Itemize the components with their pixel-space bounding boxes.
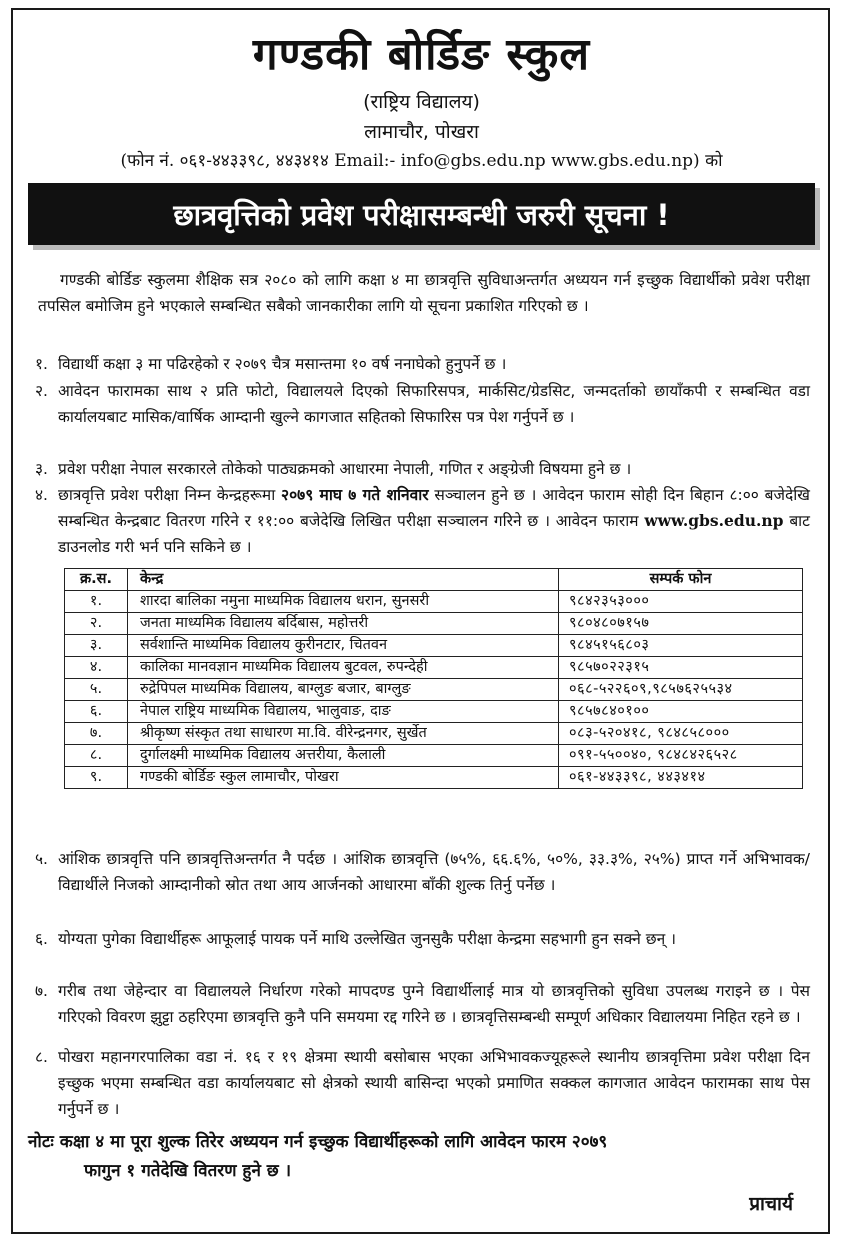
row-phone: ९८४५१५६८०३ bbox=[559, 635, 803, 657]
row-sn: ४. bbox=[65, 657, 128, 679]
point-number: २. bbox=[35, 382, 48, 400]
row-phone: ०९१-५५००४०, ९८४८४२६५२८ bbox=[559, 745, 803, 767]
point-text-part: सञ्चालन हुने छ । आवेदन फाराम सोही दिन बिहान ८:०० बजेदेखि सम्बन्धित केन्द्रबाट वितरण गरिने र ११:०० बजेदेखि लिखित परीक्षा सञ्चालन गरिने छ । आवेदन फाराम bbox=[58, 486, 810, 530]
row-phone: ९८४२३५३००० bbox=[559, 591, 803, 613]
row-phone: ९८५७०२२३१५ bbox=[559, 657, 803, 679]
point-text: आवेदन फारामका साथ २ प्रति फोटो, विद्यालयले दिएको सिफारिसपत्र, मार्कसिट/ग्रेडसिट, जन्मदर्ताको छायाँकपी र सम्बन्धित वडा कार्यालयबाट मासिक/वार्षिक आम्दानी खुल्ने कागजात सहितको सिफारिस पत्र पेश गर्नुपर्ने छ । bbox=[58, 382, 810, 426]
table-row bbox=[65, 701, 803, 723]
row-sn: ६. bbox=[65, 701, 128, 723]
table-row bbox=[65, 635, 803, 657]
table-row bbox=[65, 723, 803, 745]
point-text-part: बाट डाउनलोड गरी भर्न पनि सकिने छ । bbox=[58, 512, 810, 556]
point-text: विद्यार्थी कक्षा ३ मा पढिरहेको र २०७९ चैत्र मसान्तमा १० वर्ष ननाघेको हुनुपर्ने छ । bbox=[58, 355, 507, 373]
row-sn: ५. bbox=[65, 679, 128, 701]
row-sn: ७. bbox=[65, 723, 128, 745]
row-centre: सर्वशान्ति माध्यमिक विद्यालय कुरीनटार, चितवन bbox=[128, 635, 559, 657]
website-link[interactable]: www.gbs.edu.np bbox=[644, 511, 784, 530]
note-line: नोटः कक्षा ४ मा पूरा शुल्क तिरेर अध्ययन गर्न इच्छुक विद्यार्थीहरूको लागि आवेदन फारम २०७९ bbox=[28, 1132, 608, 1152]
row-sn: २. bbox=[65, 613, 128, 635]
point-text-part: छात्रवृत्ति प्रवेश परीक्षा निम्न केन्द्रहरूमा bbox=[58, 486, 276, 504]
point-text: आंशिक छात्रवृत्ति पनि छात्रवृत्तिअन्तर्गत नै पर्दछ । आंशिक छात्रवृत्ति (७५%, ६६.६%, ५०%, ३३.३%, २५%) प्राप्त गर्ने अभिभावक/विद्यार्थीले निजको आम्दानीको स्रोत तथा आय आर्जनको आधारमा बाँकी शुल्क तिर्नु पर्नेछ । bbox=[58, 850, 810, 894]
row-centre: शारदा बालिका नमुना माध्यमिक विद्यालय धरान, सुनसरी bbox=[128, 591, 559, 613]
row-phone: ९८५७८४०१०० bbox=[559, 701, 803, 723]
exam-centres-table bbox=[64, 568, 803, 789]
row-phone: ०६८-५२२६०९,९८५७६२५५३४ bbox=[559, 679, 803, 701]
row-centre: दुर्गालक्ष्मी माध्यमिक विद्यालय अत्तरीया, कैलाली bbox=[128, 745, 559, 767]
row-sn: ८. bbox=[65, 745, 128, 767]
row-centre: नेपाल राष्ट्रिय माध्यमिक विद्यालय, भालुवाङ, दाङ bbox=[128, 701, 559, 723]
school-address: लामाचौर, पोखरा bbox=[364, 121, 479, 143]
row-sn: ९. bbox=[65, 767, 128, 789]
intro-paragraph: गण्डकी बोर्डिङ स्कुलमा शैक्षिक सत्र २०८० को लागि कक्षा ४ मा छात्रवृत्ति सुविधाअन्तर्गत अध्ययन गर्न इच्छुक विद्यार्थीको प्रवेश परीक्षा तपसिल बमोजिम हुने भएकाले सम्बन्धित सबैको जानकारीका लागि यो सूचना प्रकाशित गरिएको छ । bbox=[38, 271, 810, 315]
point-text: योग्यता पुगेका विद्यार्थीहरू आफूलाई पायक पर्ने माथि उल्लेखित जुनसुकै परीक्षा केन्द्रमा सहभागी हुन सक्ने छन् । bbox=[58, 930, 677, 948]
row-centre: कालिका मानवज्ञान माध्यमिक विद्यालय बुटवल, रुपन्देही bbox=[128, 657, 559, 679]
column-header-sn: क्र.स. bbox=[65, 569, 128, 591]
point-number: १. bbox=[35, 355, 48, 373]
note-line: फागुन १ गतेदेखि वितरण हुने छ । bbox=[84, 1161, 292, 1181]
table-row bbox=[65, 613, 803, 635]
row-centre: रुद्रेपिपल माध्यमिक विद्यालय, बाग्लुङ बजार, बाग्लुङ bbox=[128, 679, 559, 701]
column-header-centre: केन्द्र bbox=[128, 569, 559, 591]
table-row bbox=[65, 657, 803, 679]
note bbox=[28, 1128, 818, 1186]
point-number: ३. bbox=[35, 460, 48, 478]
notice-banner: छात्रवृत्तिको प्रवेश परीक्षासम्बन्धी जरुरी सूचना ! bbox=[28, 183, 815, 245]
point-text bbox=[58, 482, 810, 560]
row-sn: १. bbox=[65, 591, 128, 613]
table-row bbox=[65, 679, 803, 701]
school-type: (राष्ट्रिय विद्यालय) bbox=[363, 91, 480, 113]
table-header-row bbox=[65, 569, 803, 591]
row-sn: ३. bbox=[65, 635, 128, 657]
column-header-phone: सम्पर्क फोन bbox=[559, 569, 803, 591]
row-centre: गण्डकी बोर्डिङ स्कुल लामाचौर, पोखरा bbox=[128, 767, 559, 789]
point-number: ६. bbox=[35, 930, 48, 948]
signature-principal: प्राचार्य bbox=[749, 1193, 793, 1215]
point-number: ४. bbox=[35, 486, 48, 504]
row-phone: ०८३-५२०४१८, ९८४८५८००० bbox=[559, 723, 803, 745]
point-number: ५. bbox=[35, 850, 48, 868]
table-row bbox=[65, 591, 803, 613]
table-row bbox=[65, 745, 803, 767]
point-text: गरीब तथा जेहेन्दार वा विद्यालयले निर्धारण गरेको मापदण्ड पुग्ने विद्यार्थीलाई मात्र यो छात्रवृत्तिको सुविधा उपलब्ध गराइने छ । पेस गरिएको विवरण झुट्टा ठहरिएमा छात्रवृत्ति कुनै पनि समयमा रद्द गरिने छ । छात्रवृत्तिसम्बन्धी सम्पूर्ण अधिकार विद्यालयमा निहित रहने छ । bbox=[58, 982, 810, 1026]
row-phone: ९८०४८०७१५७ bbox=[559, 613, 803, 635]
point-text: पोखरा महानगरपालिका वडा नं. १६ र १९ क्षेत्रमा स्थायी बसोबास भएका अभिभावकज्यूहरूले स्थानीय छात्रवृत्तिमा प्रवेश परीक्षा दिन इच्छुक भएमा सम्बन्धित वडा कार्यालयबाट सो क्षेत्रको स्थायी बासिन्दा भएको प्रमाणित सक्कल कागजात आवेदन फारामका साथ पेस गर्नुपर्ने छ । bbox=[58, 1048, 810, 1118]
school-contact: (फोन नं. ०६१-४४३३९८, ४४३४१४ Email:- info@gbs.edu.np www.gbs.edu.np) को bbox=[120, 151, 723, 171]
table-row bbox=[65, 767, 803, 789]
point-number: ८. bbox=[35, 1048, 48, 1066]
exam-date: २०७९ माघ ७ गते शनिवार bbox=[281, 486, 429, 504]
point-number: ७. bbox=[35, 982, 48, 1000]
row-centre: जनता माध्यमिक विद्यालय बर्दिबास, महोत्तरी bbox=[128, 613, 559, 635]
row-centre: श्रीकृष्ण संस्कृत तथा साधारण मा.वि. वीरेन्द्रनगर, सुर्खेत bbox=[128, 723, 559, 745]
school-name: गण्डकी बोर्डिङ स्कुल bbox=[252, 29, 591, 80]
point-text: प्रवेश परीक्षा नेपाल सरकारले तोकेको पाठ्यक्रमको आधारमा नेपाली, गणित र अङ्ग्रेजी विषयमा हुने छ । bbox=[58, 460, 632, 478]
row-phone: ०६१-४४३३९८, ४४३४१४ bbox=[559, 767, 803, 789]
